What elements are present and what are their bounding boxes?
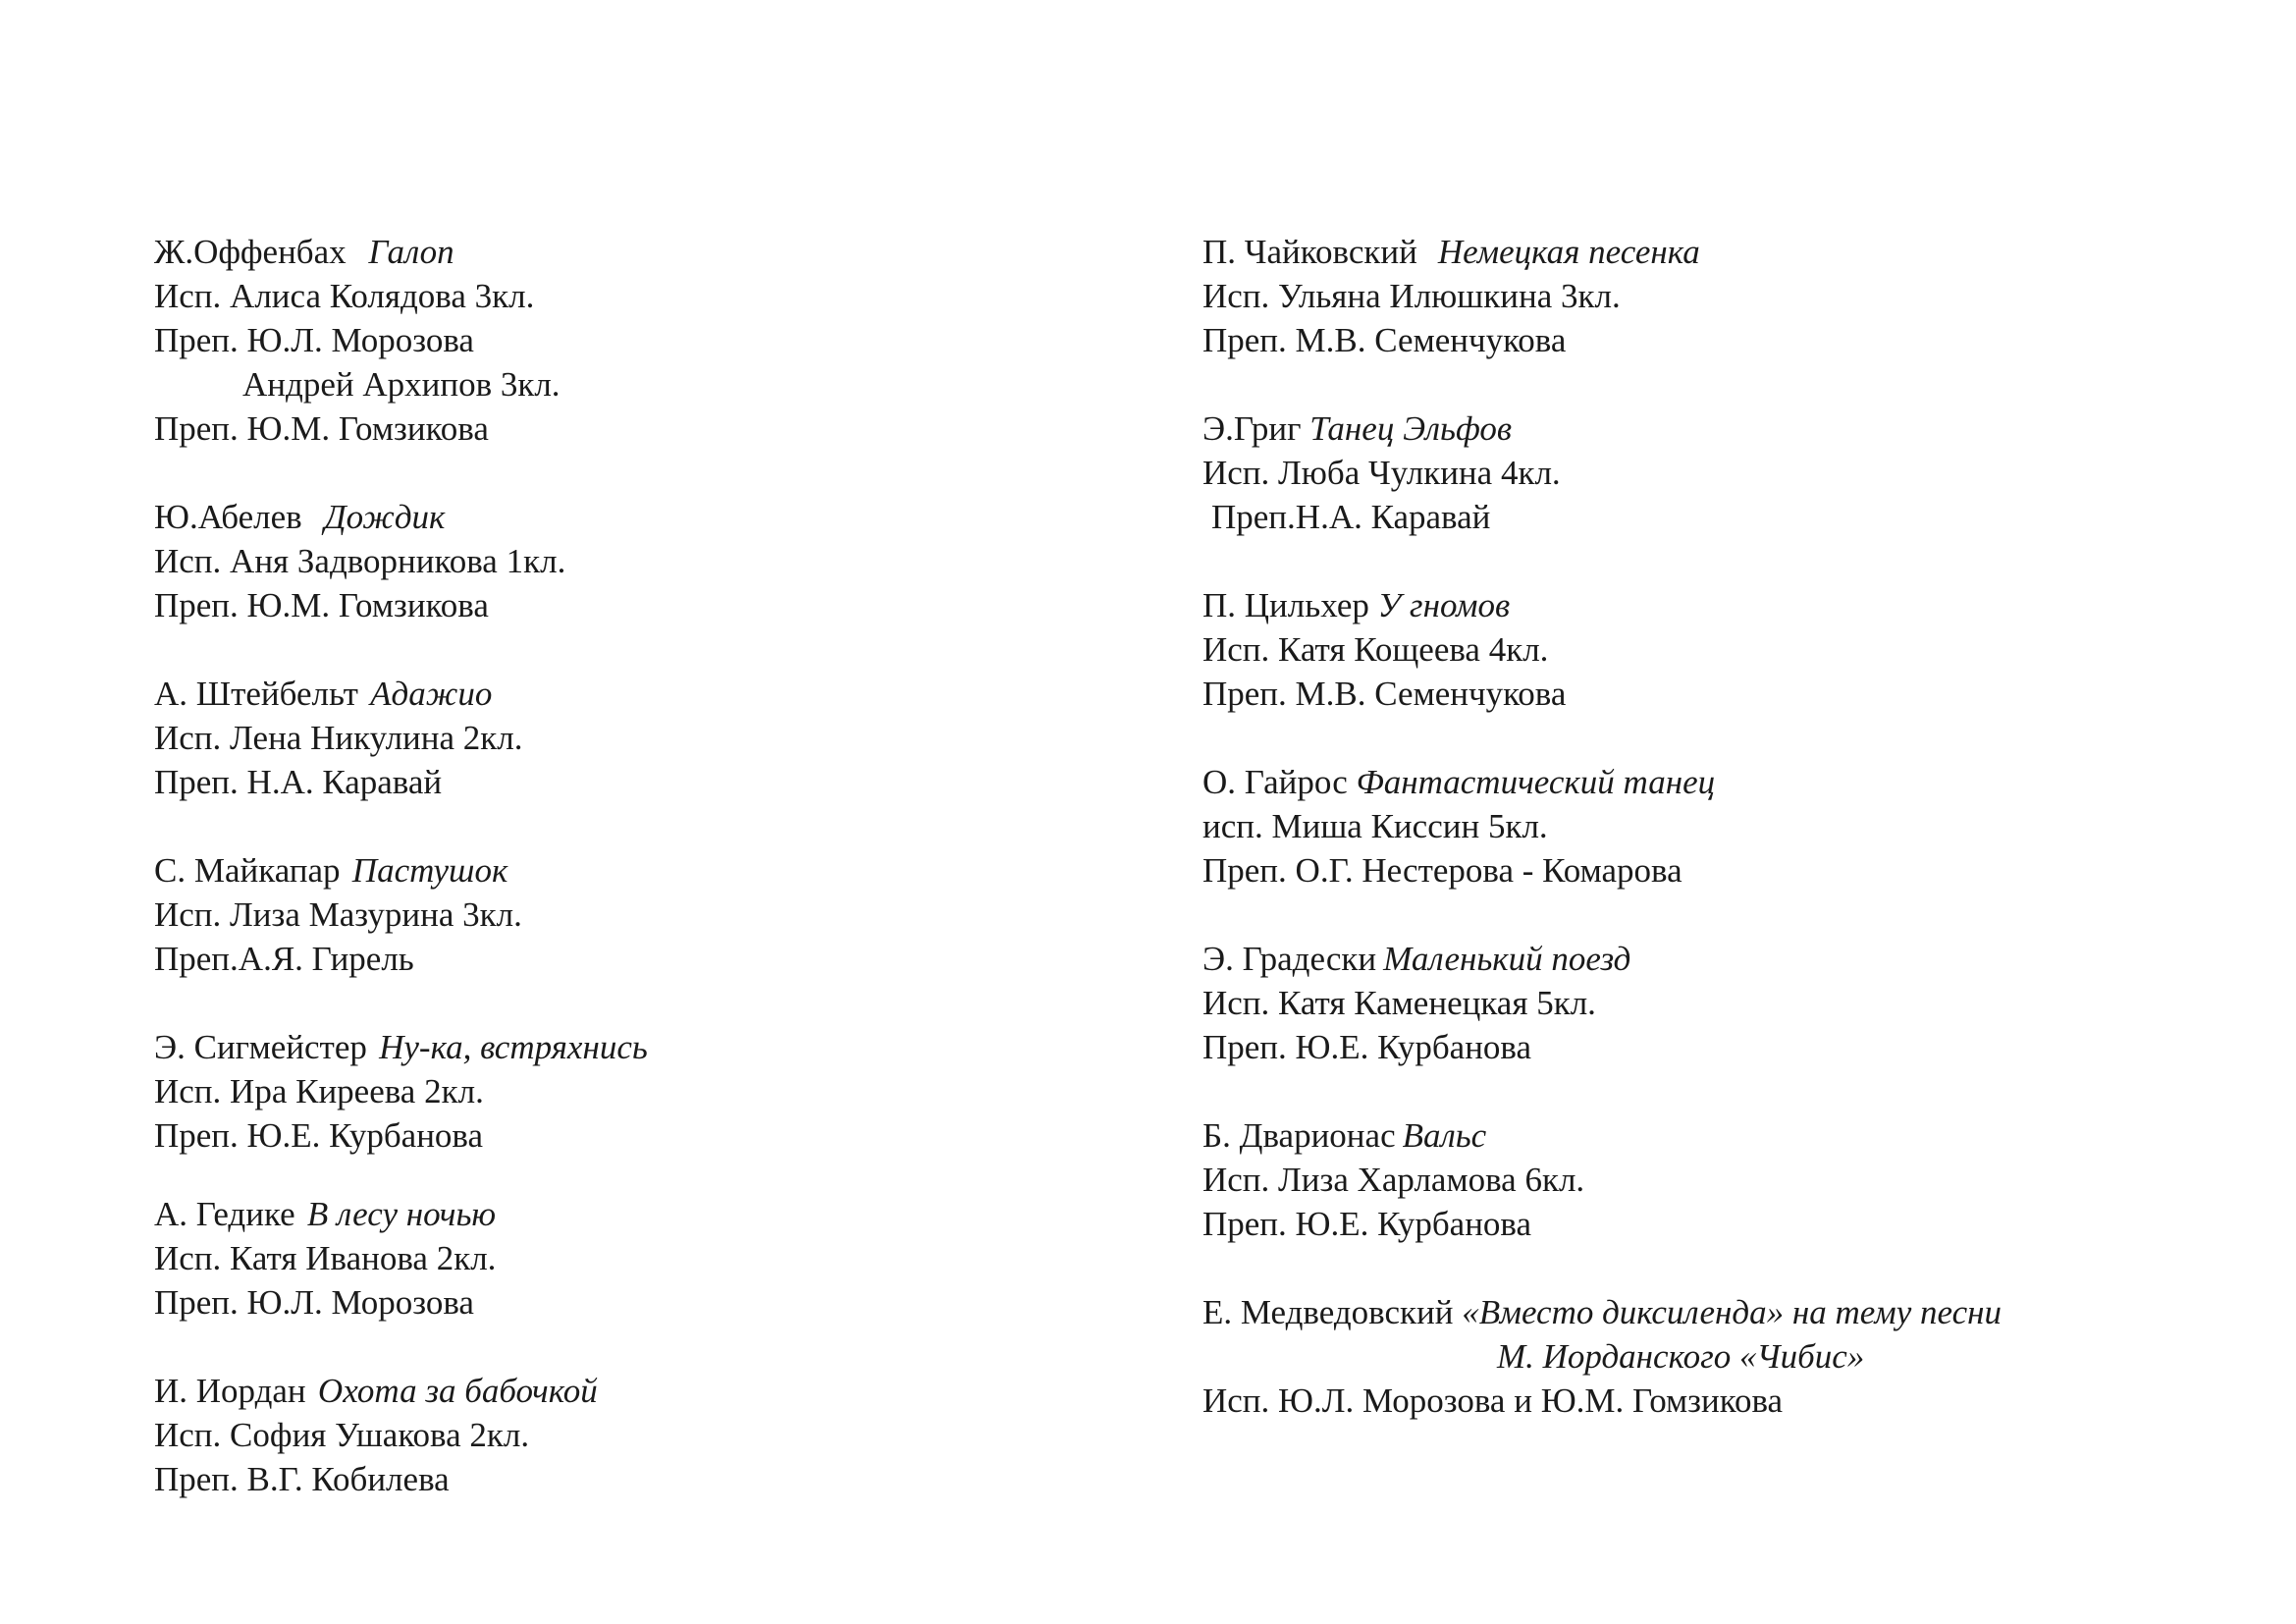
program-entry: [1202, 1113, 2243, 1246]
teacher-line: Преп. Ю.М. Гомзикова: [154, 586, 489, 624]
work-title: Танец Эльфов: [1309, 409, 1513, 448]
composer-name: Б. Дварионас: [1202, 1116, 1396, 1155]
performer-line: Исп. Катя Иванова 2кл.: [154, 1239, 497, 1277]
work-title: Адажио: [370, 675, 493, 713]
composer-name: А. Штейбельт: [154, 675, 358, 713]
teacher-line: Преп. Ю.Л. Морозова: [154, 321, 474, 359]
performer-line: Исп. Алиса Колядова 3кл.: [154, 277, 535, 315]
left-column: [154, 230, 1116, 1501]
piece-title-line: [1202, 1290, 2243, 1334]
work-title: Немецкая песенка: [1437, 233, 1700, 271]
performer-line: Исп. Катя Каменецкая 5кл.: [1202, 984, 1596, 1022]
performer-line: Исп. Люба Чулкина 4кл.: [1202, 454, 1561, 492]
piece-title-line: [154, 1192, 1116, 1236]
composer-name: Ж.Оффенбах: [154, 233, 347, 271]
performer-line: Исп. Аня Задворникова 1кл.: [154, 542, 566, 580]
right-column: [1202, 230, 2243, 1423]
composer-name: П. Цильхер: [1202, 586, 1369, 624]
performer-line: Исп. Лена Никулина 2кл.: [154, 719, 523, 757]
piece-title-line: [154, 672, 1116, 716]
work-title: Дождик: [324, 498, 446, 536]
work-title: Охота за бабочкой: [317, 1372, 598, 1410]
composer-name: Ю.Абелев: [154, 498, 302, 536]
piece-title-line: [154, 495, 1116, 539]
performer-line: Исп. Катя Кощеева 4кл.: [1202, 630, 1549, 669]
composer-name: Э.Григ: [1202, 409, 1302, 448]
program-entry: [1202, 760, 2243, 893]
composer-name: Е. Медведовский: [1202, 1293, 1454, 1331]
piece-title-line: [1202, 406, 2243, 451]
work-title: Ну-ка, встряхнись: [379, 1028, 648, 1066]
piece-title-line: [1202, 230, 2243, 274]
program-entry: [154, 848, 1116, 981]
piece-title-line: [154, 230, 1116, 274]
teacher-line: Преп. М.В. Семенчукова: [1202, 675, 1567, 713]
composer-name: П. Чайковский: [1202, 233, 1417, 271]
teacher-line: Преп. Ю.М. Гомзикова: [154, 409, 489, 448]
program-entry: [154, 672, 1116, 804]
performer-line: Андрей Архипов 3кл.: [242, 365, 561, 404]
program-entry: [154, 495, 1116, 627]
work-title: Пастушок: [351, 851, 508, 890]
teacher-line: Преп. О.Г. Нестерова - Комарова: [1202, 851, 1682, 890]
work-title: В лесу ночью: [306, 1195, 497, 1233]
teacher-line: Преп. М.В. Семенчукова: [1202, 321, 1567, 359]
program-entry: [1202, 937, 2243, 1069]
piece-title-line: [1202, 760, 2243, 804]
teacher-line: Преп. Ю.Е. Курбанова: [1202, 1028, 1532, 1066]
piece-title-line: [1202, 583, 2243, 627]
program-entry: [154, 230, 1116, 451]
work-title: Галоп: [368, 233, 454, 271]
piece-title-line: [1202, 937, 2243, 981]
teacher-line: Преп. В.Г. Кобилева: [154, 1460, 450, 1498]
performer-line: исп. Миша Киссин 5кл.: [1202, 807, 1548, 845]
program-entry: [1202, 230, 2243, 362]
teacher-line: Преп. Ю.Е. Курбанова: [1202, 1205, 1532, 1243]
composer-name: Э. Градески: [1202, 940, 1377, 978]
program-entry: [154, 1369, 1116, 1501]
program-entry: [1202, 583, 2243, 716]
teacher-line: Преп.Н.А. Каравай: [1211, 498, 1491, 536]
work-title: Маленький поезд: [1383, 940, 1631, 978]
composer-name: И. Иордан: [154, 1372, 306, 1410]
composer-name: О. Гайрос: [1202, 763, 1348, 801]
work-subtitle: М. Иорданского «Чибис»: [1497, 1337, 1865, 1376]
program-entry: [154, 1192, 1116, 1325]
performer-line: Исп. Ю.Л. Морозова и Ю.М. Гомзикова: [1202, 1381, 1784, 1420]
performer-line: Исп. Ульяна Илюшкина 3кл.: [1202, 277, 1621, 315]
piece-title-line: [1202, 1113, 2243, 1158]
work-title: «Вместо диксиленда» на тему песни: [1462, 1293, 2002, 1331]
performer-line: Исп. Ира Киреева 2кл.: [154, 1072, 484, 1110]
performer-line: Исп. Лиза Мазурина 3кл.: [154, 895, 522, 934]
teacher-line: Преп. Ю.Е. Курбанова: [154, 1116, 484, 1155]
performer-line: Исп. Лиза Харламова 6кл.: [1202, 1161, 1585, 1199]
composer-name: С. Майкапар: [154, 851, 341, 890]
teacher-line: Преп.А.Я. Гирель: [154, 940, 414, 978]
work-title: Вальс: [1402, 1116, 1487, 1155]
program-entry: [1202, 1290, 2243, 1423]
composer-name: А. Гедике: [154, 1195, 295, 1233]
performer-line: Исп. София Ушакова 2кл.: [154, 1416, 530, 1454]
teacher-line: Преп. Ю.Л. Морозова: [154, 1283, 474, 1322]
teacher-line: Преп. Н.А. Каравай: [154, 763, 443, 801]
work-title: Фантастический танец: [1356, 763, 1716, 801]
work-title: У гномов: [1377, 586, 1511, 624]
piece-title-line: [154, 1025, 1116, 1069]
piece-title-line: [154, 848, 1116, 893]
program-entry: [1202, 406, 2243, 539]
composer-name: Э. Сигмейстер: [154, 1028, 367, 1066]
program-entry: [154, 1025, 1116, 1158]
piece-title-line: [154, 1369, 1116, 1413]
